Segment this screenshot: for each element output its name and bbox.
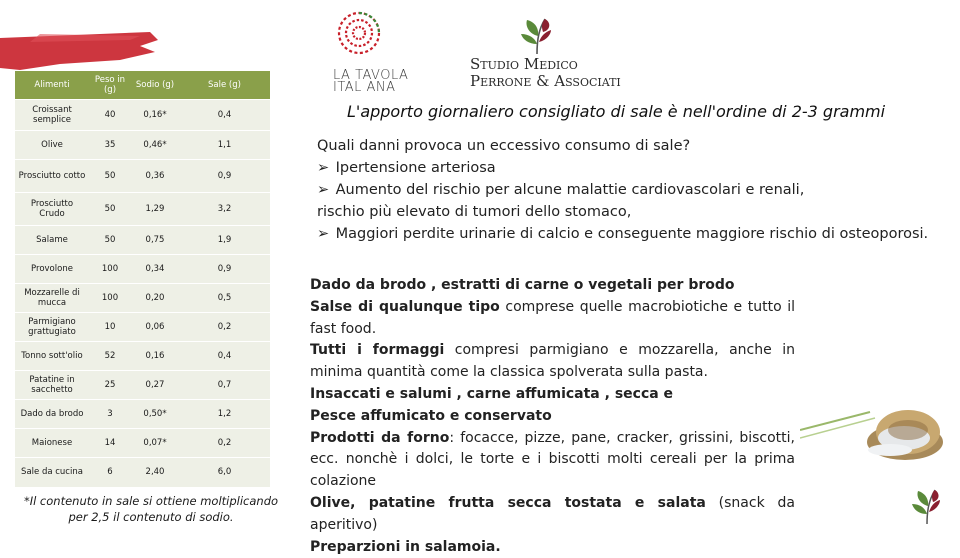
table-body bbox=[15, 100, 270, 487]
table-row bbox=[15, 458, 270, 487]
table-cell: 0,9 bbox=[179, 255, 270, 284]
question-title: Quali danni provoca un eccessivo consumo di sale? bbox=[317, 138, 691, 154]
table-cell: 10 bbox=[89, 313, 131, 342]
table-cell: 50 bbox=[89, 226, 131, 255]
table-row bbox=[15, 284, 270, 313]
studio-logo-line1: Studio Medico bbox=[470, 55, 578, 73]
studio-logo-line2: Perrone & Associati bbox=[470, 72, 621, 90]
table-cell: 2,40 bbox=[131, 458, 179, 487]
table-header-row bbox=[15, 71, 270, 100]
food-item bbox=[310, 297, 795, 341]
table-cell: 0,27 bbox=[131, 371, 179, 400]
table-cell: 0,75 bbox=[131, 226, 179, 255]
table-cell: Dado da brodo bbox=[15, 400, 89, 429]
table-header-cell: Peso in (g) bbox=[89, 71, 131, 100]
food-item-text: : focacce, pizze, pane, cracker, grissini, biscotti, ecc. nonchè i dolci, le torte e i biscotti molti cereali per la prima colazione bbox=[310, 429, 795, 490]
table-cell: 50 bbox=[89, 160, 131, 193]
salt-content-table bbox=[15, 71, 270, 487]
table-cell: 0,36 bbox=[131, 160, 179, 193]
arrow-bullet-icon: ➢ bbox=[317, 226, 330, 242]
table-cell: 1,9 bbox=[179, 226, 270, 255]
salt-bowl-image bbox=[800, 380, 950, 465]
table-cell: 6,0 bbox=[179, 458, 270, 487]
red-brush-decoration bbox=[0, 30, 160, 70]
table-header-cell: Alimenti bbox=[15, 71, 89, 100]
table-cell: 0,2 bbox=[179, 429, 270, 458]
risk-item bbox=[317, 223, 947, 245]
food-item bbox=[310, 275, 795, 297]
table-cell: 0,34 bbox=[131, 255, 179, 284]
corner-plant-logo-icon bbox=[905, 482, 949, 526]
table-cell: 14 bbox=[89, 429, 131, 458]
risk-item-continuation: rischio più elevato di tumori dello stomaco, bbox=[317, 204, 632, 220]
tavola-logo-line1: LA TAVOLA bbox=[333, 68, 409, 83]
table-cell: 100 bbox=[89, 255, 131, 284]
table-cell: 0,9 bbox=[179, 160, 270, 193]
table-row bbox=[15, 131, 270, 160]
food-item-text: compresi parmigiano e mozzarella, anche in minima quantità come la classica spolverata sulla pasta. bbox=[310, 342, 795, 381]
table-cell: 3 bbox=[89, 400, 131, 429]
table-row bbox=[15, 429, 270, 458]
table-cell: 0,4 bbox=[179, 342, 270, 371]
risk-item bbox=[317, 157, 947, 179]
arrow-bullet-icon: ➢ bbox=[317, 182, 330, 198]
table-cell: 1,29 bbox=[131, 193, 179, 226]
table-footnote: *Il contenuto in sale si ottiene moltiplicando per 2,5 il contenuto di sodio. bbox=[23, 494, 279, 524]
food-item-bold: Pesce affumicato e conservato bbox=[310, 407, 552, 424]
table-cell: Prosciutto cotto bbox=[15, 160, 89, 193]
table-cell: Provolone bbox=[15, 255, 89, 284]
table-row bbox=[15, 193, 270, 226]
food-item bbox=[310, 384, 795, 406]
table-cell: 100 bbox=[89, 284, 131, 313]
table-row bbox=[15, 100, 270, 131]
table-cell: 0,5 bbox=[179, 284, 270, 313]
risk-item-text: Maggiori perdite urinarie di calcio e conseguente maggiore rischio di osteoporosi. bbox=[335, 226, 929, 242]
table-cell: 0,06 bbox=[131, 313, 179, 342]
health-risks-section bbox=[317, 135, 947, 245]
table-row bbox=[15, 313, 270, 342]
table-cell: Parmigiano grattugiato bbox=[15, 313, 89, 342]
salty-foods-list bbox=[310, 275, 795, 558]
table-row bbox=[15, 342, 270, 371]
food-item bbox=[310, 428, 795, 493]
table-cell: 0,20 bbox=[131, 284, 179, 313]
table-cell: Tonno sott'olio bbox=[15, 342, 89, 371]
risk-item bbox=[317, 179, 947, 201]
table-cell: 0,4 bbox=[179, 100, 270, 131]
table-cell: 3,2 bbox=[179, 193, 270, 226]
table-cell: Maionese bbox=[15, 429, 89, 458]
table-cell: 0,16 bbox=[131, 342, 179, 371]
table-cell: Prosciutto Crudo bbox=[15, 193, 89, 226]
food-item-bold: Olive, patatine frutta secca tostata e salata bbox=[310, 494, 706, 511]
food-item-bold: Prodotti da forno bbox=[310, 429, 450, 446]
food-item-bold: Dado da brodo , estratti di carne o vegetali per brodo bbox=[310, 277, 735, 293]
table-cell: 0,46* bbox=[131, 131, 179, 160]
food-item-bold: Salse di qualunque tipo bbox=[310, 298, 500, 315]
table-cell: 25 bbox=[89, 371, 131, 400]
table-cell: 0,7 bbox=[179, 371, 270, 400]
food-item bbox=[310, 340, 795, 384]
food-item-text: (snack da aperitivo) bbox=[310, 494, 795, 533]
food-item-text: comprese quelle macrobiotiche e tutto il fast food. bbox=[310, 298, 795, 337]
table-cell: Croissant semplice bbox=[15, 100, 89, 131]
table-cell: Salame bbox=[15, 226, 89, 255]
table-cell: 1,1 bbox=[179, 131, 270, 160]
tavola-logo-line2: ITAL ANA bbox=[333, 80, 396, 95]
table-row bbox=[15, 160, 270, 193]
risk-item-text: Ipertensione arteriosa bbox=[335, 160, 496, 176]
table-cell: 40 bbox=[89, 100, 131, 131]
plant-logo-icon bbox=[515, 14, 559, 54]
table-header-cell: Sale (g) bbox=[179, 71, 270, 100]
food-item-bold: Insaccati e salumi , carne affumicata , secca e bbox=[310, 385, 674, 402]
table-row bbox=[15, 255, 270, 284]
table-cell: 50 bbox=[89, 193, 131, 226]
food-item bbox=[310, 493, 795, 537]
table-cell: 35 bbox=[89, 131, 131, 160]
food-item-bold: Preparzioni in salamoia. bbox=[310, 538, 501, 555]
tavola-italiana-logo-text bbox=[333, 70, 408, 94]
table-cell: Patatine in sacchetto bbox=[15, 371, 89, 400]
tavola-italiana-logo-icon bbox=[336, 10, 382, 56]
table-row bbox=[15, 371, 270, 400]
table-cell: 0,07* bbox=[131, 429, 179, 458]
arrow-bullet-icon: ➢ bbox=[317, 160, 330, 176]
table-cell: 0,16* bbox=[131, 100, 179, 131]
table-cell: 0,50* bbox=[131, 400, 179, 429]
table-cell: 0,2 bbox=[179, 313, 270, 342]
table-cell: 52 bbox=[89, 342, 131, 371]
risk-item-text: Aumento del rischio per alcune malattie cardiovascolari e renali, bbox=[335, 182, 805, 198]
food-item-bold: Tutti i formaggi bbox=[310, 342, 445, 359]
food-item bbox=[310, 406, 795, 428]
table-cell: 1,2 bbox=[179, 400, 270, 429]
table-cell: Olive bbox=[15, 131, 89, 160]
table-row bbox=[15, 226, 270, 255]
studio-medico-logo-text bbox=[470, 56, 621, 90]
table-row bbox=[15, 400, 270, 429]
table-cell: Mozzarelle di mucca bbox=[15, 284, 89, 313]
headline: L'apporto giornaliero consigliato di sale è nell'ordine di 2-3 grammi bbox=[347, 102, 886, 121]
table-header-cell: Sodio (g) bbox=[131, 71, 179, 100]
table-cell: Sale da cucina bbox=[15, 458, 89, 487]
table-cell: 6 bbox=[89, 458, 131, 487]
